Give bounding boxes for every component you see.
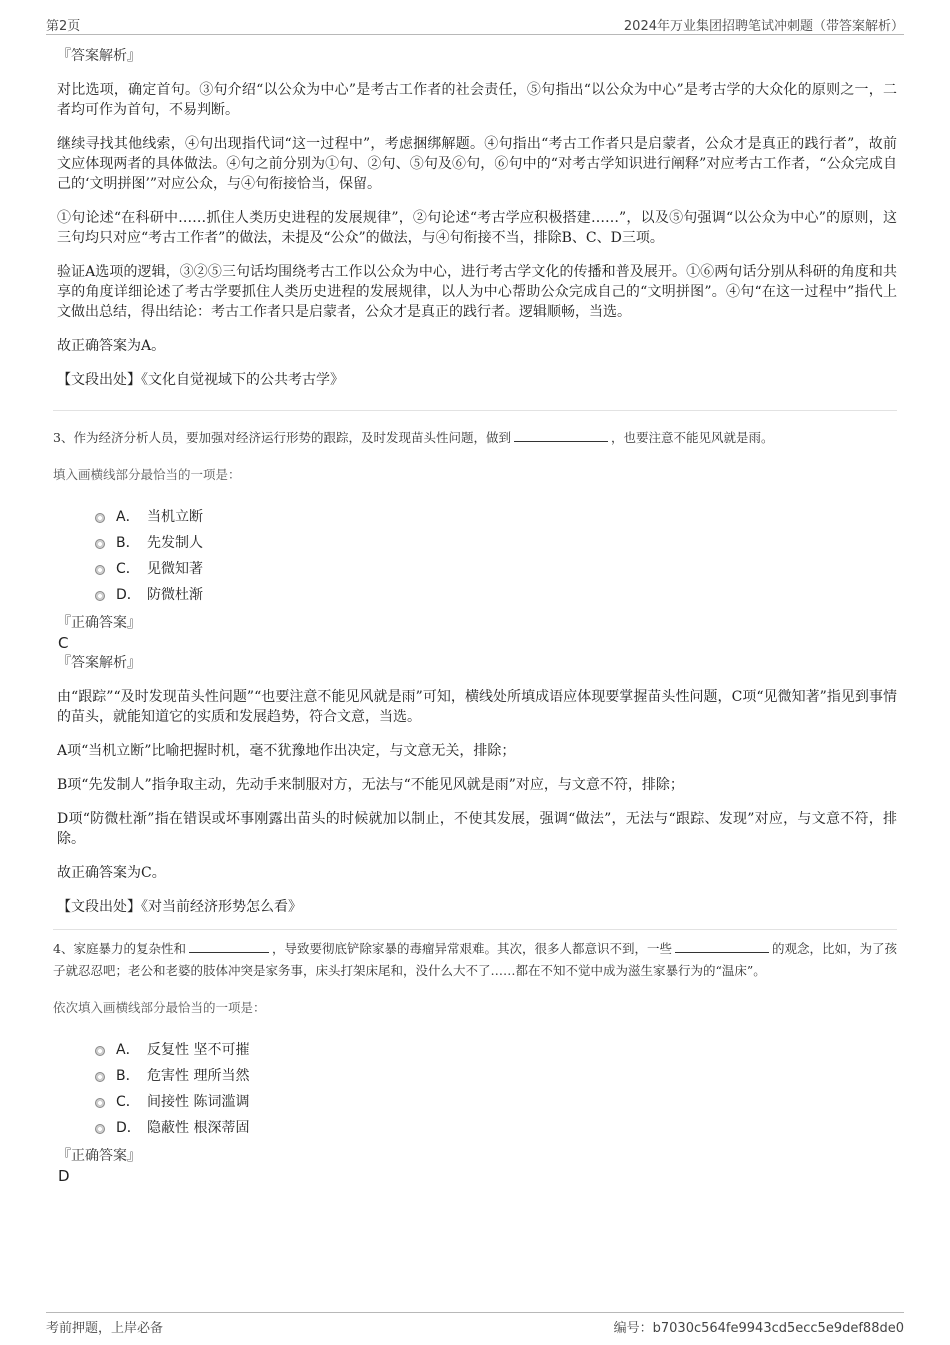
q2-source: 【文段出处】《文化自觉视域下的公共考古学》 — [57, 372, 344, 388]
radio-icon[interactable] — [95, 1098, 105, 1108]
q3-stem-before: 3、作为经济分析人员，要加强对经济运行形势的跟踪，及时发现苗头性问题，做到 — [53, 430, 511, 445]
radio-icon[interactable] — [95, 591, 105, 601]
q4-answer-label: 『正确答案』 — [57, 1148, 141, 1164]
q3-option-d[interactable]: D． 防微杜渐 — [95, 581, 897, 607]
q3-answer: C — [58, 634, 69, 652]
q4-stem-part3: 的观念，比如，为了孩子就忍忍吧；老公和老婆的肢体冲突是家务事，床头打架床尾和，没什么大不了……都在不知不觉中成为滋生家暴行为的“温床”。 — [53, 941, 897, 978]
page-content — [53, 46, 897, 1186]
question-3 — [53, 427, 897, 917]
footer-slogan: 考前押题，上岸必备 — [46, 1321, 164, 1336]
q3-analysis-label: 『答案解析』 — [57, 655, 141, 671]
question-4 — [53, 938, 897, 1186]
q3-option-b[interactable]: B． 先发制人 — [95, 529, 897, 555]
q3-option-c[interactable]: C． 见微知著 — [95, 555, 897, 581]
q4-stem-part2: ，导致要彻底铲除家暴的毒瘤异常艰难。其次，很多人都意识不到，一些 — [271, 941, 672, 956]
q2-conclusion: 故正确答案为A。 — [57, 338, 166, 354]
radio-icon[interactable] — [95, 1072, 105, 1082]
q3-analysis-paragraph: 由“跟踪”“及时发现苗头性问题”“也要注意不能见风就是雨”可知，横线处所填成语应体现要掌握苗头性问题，C项“见微知著”指见到事情的苗头，就能知道它的实质和发展趋势，符合文意，当选。 — [57, 689, 897, 725]
q3-options — [95, 503, 897, 607]
q4-option-a[interactable]: A． 反复性 坚不可摧 — [95, 1036, 897, 1062]
footer-code — [614, 1317, 904, 1336]
section-divider — [53, 410, 897, 411]
radio-icon[interactable] — [95, 513, 105, 523]
q4-prompt: 依次填入画横线部分最恰当的一项是： — [53, 1000, 266, 1015]
q3-source: 【文段出处】《对当前经济形势怎么看》 — [57, 899, 302, 915]
q3-prompt: 填入画横线部分最恰当的一项是： — [53, 467, 241, 482]
q4-stem-part1: 4、家庭暴力的复杂性和 — [53, 941, 186, 956]
q4-options — [95, 1036, 897, 1140]
q4-option-d[interactable]: D． 隐蔽性 根深蒂固 — [95, 1114, 897, 1140]
footer-code-label: 编号： — [613, 1321, 653, 1336]
q4-option-b[interactable]: B． 危害性 理所当然 — [95, 1062, 897, 1088]
q4-answer: D — [58, 1167, 70, 1185]
q2-analysis-paragraph: 对比选项，确定首句。③句介绍“以公众为中心”是考古工作者的社会责任，⑤句指出“以公众为中心”是考古学的大众化的原则之一，二者均可作为首句，不易判断。 — [57, 82, 897, 118]
q2-analysis-section — [57, 46, 897, 390]
q3-blank — [514, 427, 608, 442]
q3-stem — [53, 427, 897, 449]
document-title: 2024年万业集团招聘笔试冲刺题（带答案解析） — [623, 19, 904, 34]
q3-stem-after: ，也要注意不能见风就是雨。 — [610, 430, 774, 445]
q4-stem — [53, 938, 897, 982]
q3-answer-label: 『正确答案』 — [57, 615, 141, 631]
q3-analysis-paragraph: A项“当机立断”比喻把握时机，毫不犹豫地作出决定，与文意无关，排除； — [57, 743, 516, 759]
radio-icon[interactable] — [95, 1124, 105, 1134]
q2-analysis-paragraph: 验证A选项的逻辑，③②⑤三句话均围绕考古工作以公众为中心，进行考古学文化的传播和普及展开。①⑥两句话分别从科研的角度和共享的角度详细论述了考古学要抓住人类历史进程的发展规律，以人为中心帮助公众完成自己的“文明拼图”。④句“在这一过程中”指代上文做出总结，得出结论：考古工作者只是启蒙者，公众才是真正的践行者。逻辑顺畅，当选。 — [57, 264, 897, 320]
q2-analysis-paragraph: 继续寻找其他线索，④句出现指代词“这一过程中”，考虑捆绑解题。④句指出“考古工作者只是启蒙者，公众才是真正的践行者”，故前文应体现两者的具体做法。④句之前分别为①句、②句、⑤句及⑥句，⑥句中的“对考古学知识进行阐释”对应考古工作者，“公众完成自己的‘文明拼图’”对应公众，与④句衔接恰当，保留。 — [57, 136, 897, 192]
radio-icon[interactable] — [95, 565, 105, 575]
q2-analysis-label: 『答案解析』 — [57, 48, 141, 64]
q4-blank-1 — [189, 938, 269, 953]
q4-option-c[interactable]: C． 间接性 陈词滥调 — [95, 1088, 897, 1114]
q2-analysis-paragraph: ①句论述“在科研中……抓住人类历史进程的发展规律”，②句论述“考古学应积极搭建……”，以及⑤句强调“以公众为中心”的原则，这三句均只对应“考古工作者”的做法，未提及“公众”的做法，与④句衔接不当，排除B、C、D三项。 — [57, 210, 897, 246]
page-footer — [46, 1312, 904, 1335]
footer-code-value: b7030c564fe9943cd5ecc5e9def88de0 — [652, 1321, 904, 1336]
radio-icon[interactable] — [95, 539, 105, 549]
page-header — [46, 12, 904, 35]
page-number: 第2页 — [46, 19, 81, 34]
radio-icon[interactable] — [95, 1046, 105, 1056]
section-divider — [53, 929, 897, 930]
q3-conclusion: 故正确答案为C。 — [57, 865, 166, 881]
q3-analysis-paragraph: B项“先发制人”指争取主动，先动手来制服对方，无法与“不能见风就是雨”对应，与文意不符，排除； — [57, 777, 684, 793]
q3-option-a[interactable]: A． 当机立断 — [95, 503, 897, 529]
q3-analysis-paragraph: D项“防微杜渐”指在错误或坏事刚露出苗头的时候就加以制止，不使其发展，强调“做法”，无法与“跟踪、发现”对应，与文意不符，排除。 — [57, 811, 897, 847]
q4-blank-2 — [675, 938, 769, 953]
